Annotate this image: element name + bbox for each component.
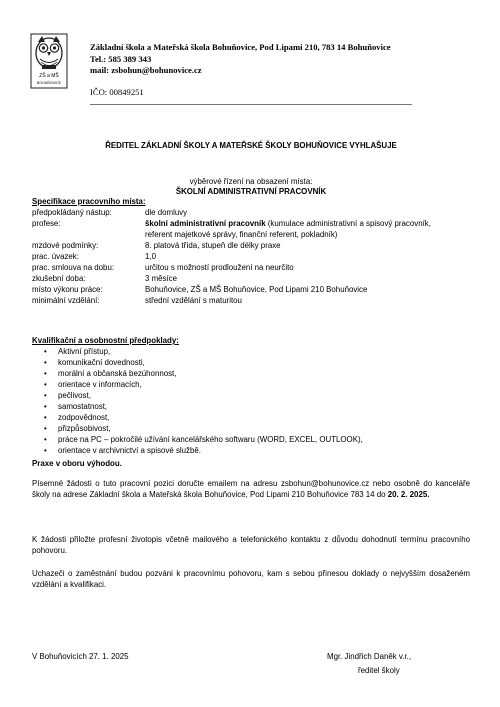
list-item: • morální a občanská bezúhonnost, bbox=[32, 368, 470, 379]
school-phone: Tel.: 585 389 343 bbox=[90, 53, 152, 64]
spec-row: místo výkonu práce: Bohuňovice, ZŠ a MŠ Bohuňovice, Pod Lipami 210 Bohuňovice bbox=[32, 285, 368, 294]
spec-row: prac. smlouva na dobu: určitou s možností prodloužení na neurčito bbox=[32, 263, 294, 272]
list-item: • pečlivost, bbox=[32, 390, 470, 401]
list-item: • orientace v archivnictví a spisové službě. bbox=[32, 445, 470, 456]
school-address: Základní škola a Mateřská škola Bohuňovice, Pod Lipami 210, 783 14 Bohuňovice bbox=[90, 42, 391, 52]
header-divider bbox=[90, 104, 412, 105]
attachment-instructions: K žádosti přiložte profesní životopis včetně mailového a telefonického kontaktu z důvodu dohodnutí termínu pracovního pohovoru. bbox=[32, 535, 470, 555]
list-item: • orientace v informacích, bbox=[32, 379, 470, 390]
svg-text:ZŠ a MŠ: ZŠ a MŠ bbox=[39, 73, 59, 79]
spec-row: prac. úvazek: 1,0 bbox=[32, 252, 156, 261]
school-logo-owl-icon bbox=[30, 33, 68, 89]
position-title: ŠKOLNÍ ADMINISTRATIVNÍ PRACOVNÍK bbox=[175, 187, 327, 196]
spec-row: mzdové podmínky: 8. platová třída, stupeň dle délky praxe bbox=[32, 241, 281, 250]
selection-intro: výběrové řízení na obsazení místa: bbox=[189, 177, 313, 186]
svg-text:BOHUŇOVICE: BOHUŇOVICE bbox=[36, 81, 62, 85]
interview-note: Uchazeči o zaměstnání budou pozváni k pracovnímu pohovoru, kam s sebou přinesou doklady o nejvyšším dosaženém vzdělání a kvalifikaci. bbox=[32, 569, 470, 589]
signer-name: Mgr. Jindřich Daněk v.r., bbox=[327, 652, 412, 661]
list-item: • zodpovědnost, bbox=[32, 412, 470, 423]
spec-row: minimální vzdělání: střední vzdělání s maturitou bbox=[32, 296, 242, 305]
announcement-title: ŘEDITEL ZÁKLADNÍ ŠKOLY A MATEŘSKÉ ŠKOLY BOHUŇOVICE VYHLAŠUJE bbox=[105, 141, 397, 150]
school-email: mail: zsbohun@bohunovice.cz bbox=[90, 65, 202, 75]
list-item: • samostatnost, bbox=[32, 401, 470, 412]
qual-list bbox=[32, 346, 470, 456]
letterhead bbox=[90, 42, 391, 98]
place-date: V Bohuňovicích 27. 1. 2025 bbox=[32, 652, 129, 661]
signer-role: ředitel školy bbox=[358, 666, 400, 675]
list-item: • práce na PC – pokročilé užívání kancelářského softwaru (WORD, EXCEL, OUTLOOK), bbox=[32, 434, 470, 445]
spec-row: předpokládaný nástup: dle domluvy bbox=[32, 208, 188, 217]
spec-row: profese: školní administrativní pracovník (kumulace administrativní a spisový pracovník, bbox=[32, 219, 431, 228]
praxe-note: Praxe v oboru výhodou. bbox=[32, 459, 122, 468]
spec-row: zkušební doba: 3 měsíce bbox=[32, 274, 178, 283]
job-specification bbox=[32, 196, 470, 306]
list-item: • Aktivní přístup, bbox=[32, 346, 470, 357]
qual-heading: Kvalifikační a osobnostní předpoklady: bbox=[32, 336, 179, 345]
list-item: • přizpůsobivost, bbox=[32, 423, 470, 434]
list-item: • komunikační dovednosti, bbox=[32, 357, 470, 368]
application-deadline: 20. 2. 2025. bbox=[387, 490, 430, 499]
spec-row: referent majetkové správy, finanční referent, pokladník) bbox=[145, 230, 338, 239]
school-ico: IČO: 00849251 bbox=[90, 86, 144, 97]
application-instructions: Písemné žádosti o tuto pracovní pozici doručte emailem na adresu zsbohun@bohunovice.cz nebo osobně do kanceláře školy na adrese Základní škola a Mateřská škola Bohuňovice, Pod Lipami 210 Bohuňovice 783 14 do 20. 2. 2025. bbox=[32, 479, 470, 499]
qualifications bbox=[32, 335, 470, 456]
spec-heading: Specifikace pracovního místa: bbox=[32, 197, 146, 206]
